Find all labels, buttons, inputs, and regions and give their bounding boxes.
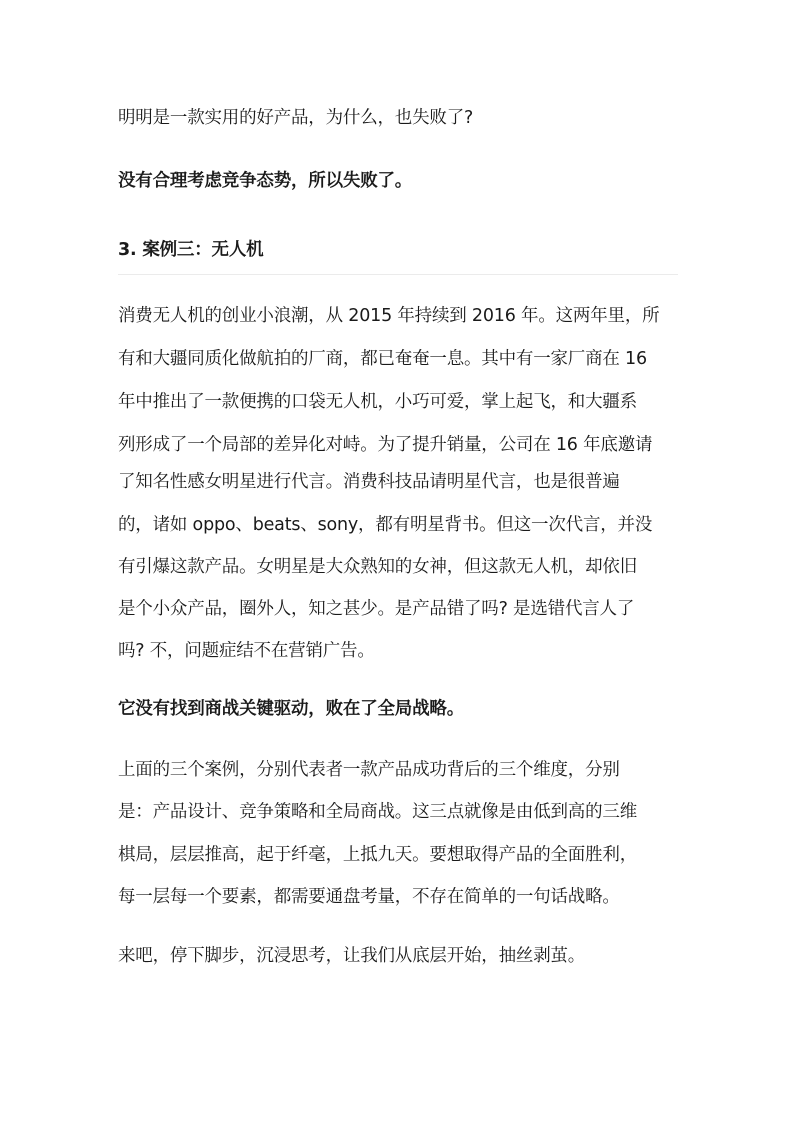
paragraph-line: 列形成了一个局部的差异化对峙。为了提升销量，公司在 16 年底邀请 (118, 435, 653, 455)
paragraph-line: 的，诸如 oppo、beats、sony，都有明星背书。但这一次代言，并没 (118, 515, 653, 535)
section-heading-case-three: 3. 案例三：无人机 (118, 240, 264, 260)
closing-line: 来吧，停下脚步，沉浸思考，让我们从底层开始，抽丝剥茧。 (118, 946, 586, 966)
paragraph-line: 年中推出了一款便携的口袋无人机，小巧可爱，掌上起飞，和大疆系 (118, 392, 637, 412)
conclusion-competition: 没有合理考虑竞争态势，所以失败了。 (118, 171, 413, 191)
paragraph-line: 上面的三个案例，分别代表者一款产品成功背后的三个维度，分别 (118, 760, 620, 780)
paragraph-line: 是个小众产品，圈外人，知之甚少。是产品错了吗? 是选错代言人了 (118, 599, 635, 619)
paragraph-question: 明明是一款实用的好产品，为什么，也失败了? (118, 108, 474, 128)
paragraph-line: 消费无人机的创业小浪潮，从 2015 年持续到 2016 年。这两年里，所 (118, 306, 660, 326)
paragraph-line: 有引爆这款产品。女明星是大众熟知的女神，但这款无人机，却依旧 (118, 557, 637, 577)
paragraph-line: 吗? 不，问题症结不在营销广告。 (118, 641, 375, 661)
conclusion-strategy: 它没有找到商战关键驱动，败在了全局战略。 (118, 699, 464, 719)
paragraph-line: 每一层每一个要素，都需要通盘考量，不存在简单的一句话战略。 (118, 887, 620, 907)
paragraph-line: 棋局，层层推高，起于纤毫，上抵九天。要想取得产品的全面胜利， (118, 845, 637, 865)
section-divider (118, 274, 678, 275)
paragraph-line: 是：产品设计、竞争策略和全局商战。这三点就像是由低到高的三维 (118, 802, 637, 822)
paragraph-line: 了知名性感女明星进行代言。消费科技品请明星代言，也是很普遍 (118, 472, 620, 492)
paragraph-line: 有和大疆同质化做航拍的厂商，都已奄奄一息。其中有一家厂商在 16 (118, 349, 647, 369)
